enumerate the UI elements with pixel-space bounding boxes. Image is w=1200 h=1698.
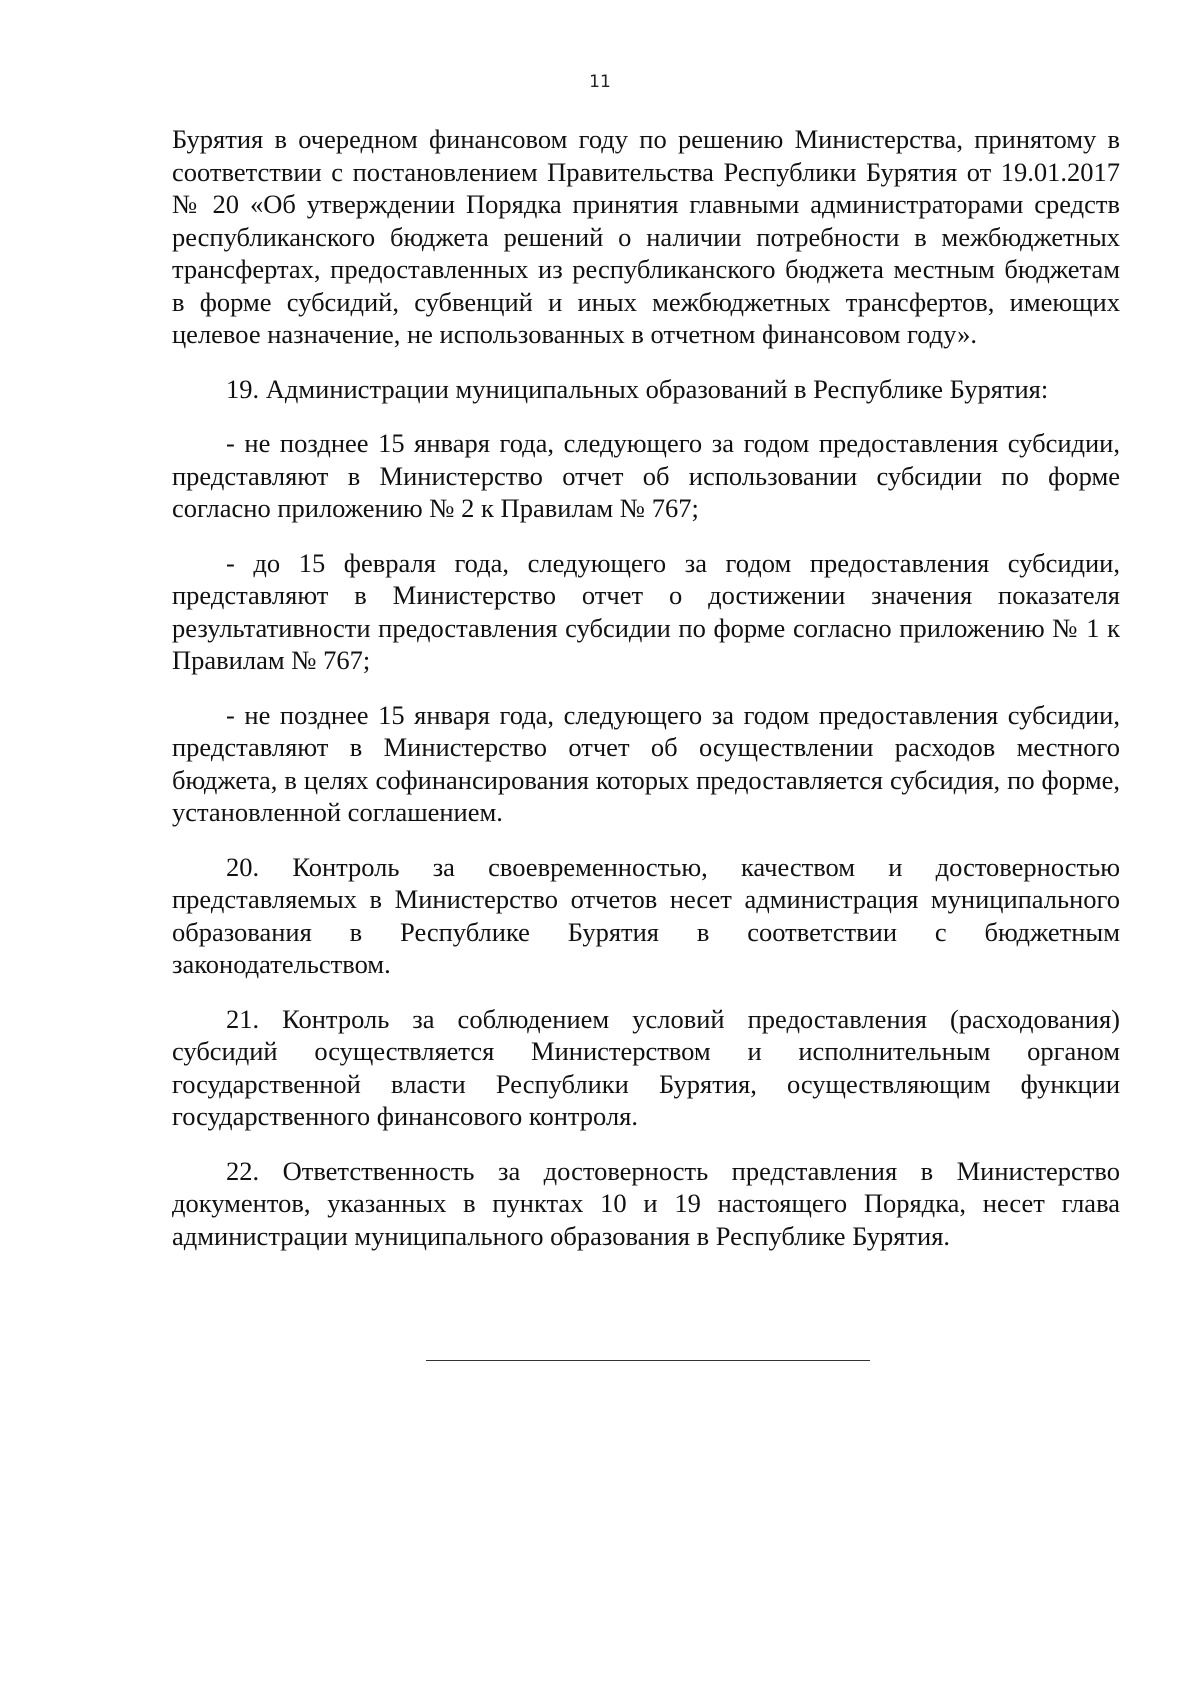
page-number: 11 — [589, 72, 611, 92]
document-body — [172, 123, 1120, 1274]
paragraph-continuation: Бурятия в очередном финансовом году по решению Министерства, принятому в соответствии с постановлением Правительства Республики Бурятия от 19.01.2017 № 20 «Об утверждении Порядка принятия главными администраторами средств республиканского бюджета решений о наличии потребности в межбюджетных трансфертах, предоставленных из республиканского бюджета местным бюджетам в форме субсидий, субвенций и иных межбюджетных трансфертов, имеющих целевое назначение, не использованных в отчетном финансовом году». — [172, 124, 1120, 349]
paragraph-item-21: 21. Контроль за соблюдением условий предоставления (расходования) субсидий осуществляется Министерством и исполнительным органом государственной власти Республики Бурятия, осуществляющим функции государственного финансового контроля. — [172, 1003, 1120, 1131]
end-separator-line — [426, 1360, 870, 1361]
paragraph-item-19-sub-2: - до 15 февраля года, следующего за годом предоставления субсидии, представляют в Министерство отчет о достижении значения показателя результативности предоставления субсидии по форме согласно приложению № 1 к Правилам № 767; — [172, 547, 1120, 675]
paragraph-item-19-sub-3: - не позднее 15 января года, следующего за годом предоставления субсидии, представляют в Министерство отчет об осуществлении расходов местного бюджета, в целях софинансирования которых предоставляется субсидия, по форме, установленной соглашением. — [172, 699, 1120, 827]
paragraph-item-19: 19. Администрации муниципальных образований в Республике Бурятия: — [226, 373, 1049, 404]
paragraph-item-19-sub-1: - не позднее 15 января года, следующего за годом предоставления субсидии, представляют в Министерство отчет об использовании субсидии по форме согласно приложению № 2 к Правилам № 767; — [172, 428, 1120, 523]
paragraph-item-20: 20. Контроль за своевременностью, качеством и достоверностью представляемых в Министерство отчетов несет администрация муниципального образования в Республике Бурятия в соответствии с бюджетным законодательством. — [172, 851, 1120, 979]
paragraph-item-22: 22. Ответственность за достоверность представления в Министерство документов, указанных в пунктах 10 и 19 настоящего Порядка, несет глава администрации муниципального образования в Республике Бурятия. — [172, 1155, 1120, 1251]
